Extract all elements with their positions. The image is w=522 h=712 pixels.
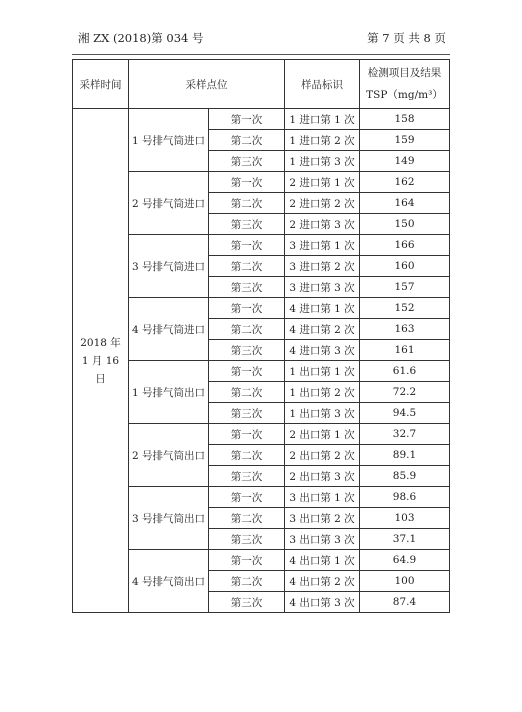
sampling-round: 第三次 [209, 214, 285, 235]
sampling-round: 第一次 [209, 361, 285, 382]
tsp-value: 150 [360, 214, 450, 235]
sampling-round: 第二次 [209, 193, 285, 214]
sampling-location: 4 号排气筒进口 [129, 298, 209, 361]
tsp-value: 157 [360, 277, 450, 298]
sample-id: 4 出口第 3 次 [285, 592, 360, 613]
table-header-row [73, 60, 450, 109]
sample-id: 2 出口第 1 次 [285, 424, 360, 445]
sampling-location: 3 号排气筒进口 [129, 235, 209, 298]
sample-id: 4 进口第 1 次 [285, 298, 360, 319]
sampling-round: 第三次 [209, 151, 285, 172]
tsp-value: 159 [360, 130, 450, 151]
tsp-value: 94.5 [360, 403, 450, 424]
table-row [73, 487, 450, 508]
report-number: 湘 ZX (2018)第 034 号 [78, 31, 204, 45]
table-row [73, 550, 450, 571]
sampling-round: 第二次 [209, 571, 285, 592]
tsp-value: 149 [360, 151, 450, 172]
sampling-round: 第三次 [209, 592, 285, 613]
sample-id: 4 进口第 2 次 [285, 319, 360, 340]
tsp-value: 100 [360, 571, 450, 592]
sampling-round: 第三次 [209, 529, 285, 550]
sampling-round: 第一次 [209, 550, 285, 571]
tsp-value: 163 [360, 319, 450, 340]
tsp-value: 103 [360, 508, 450, 529]
header-sample-id: 样品标识 [285, 60, 360, 109]
sampling-round: 第三次 [209, 277, 285, 298]
sample-id: 1 进口第 2 次 [285, 130, 360, 151]
header-result [360, 60, 450, 109]
tsp-value: 162 [360, 172, 450, 193]
sampling-round: 第一次 [209, 109, 285, 130]
sample-id: 4 进口第 3 次 [285, 340, 360, 361]
table-row [73, 424, 450, 445]
sampling-round: 第一次 [209, 487, 285, 508]
tsp-value: 160 [360, 256, 450, 277]
sample-id: 2 出口第 2 次 [285, 445, 360, 466]
sample-id: 3 出口第 3 次 [285, 529, 360, 550]
table-row [73, 361, 450, 382]
table-row [73, 235, 450, 256]
tsp-value: 152 [360, 298, 450, 319]
sampling-round: 第三次 [209, 403, 285, 424]
sampling-round: 第三次 [209, 340, 285, 361]
sampling-round: 第一次 [209, 298, 285, 319]
sampling-round: 第一次 [209, 424, 285, 445]
sample-id: 4 出口第 2 次 [285, 571, 360, 592]
sample-id: 3 进口第 3 次 [285, 277, 360, 298]
sampling-round: 第二次 [209, 130, 285, 151]
sample-id: 2 进口第 1 次 [285, 172, 360, 193]
tsp-value: 61.6 [360, 361, 450, 382]
tsp-value: 158 [360, 109, 450, 130]
tsp-value: 164 [360, 193, 450, 214]
sample-id: 2 出口第 3 次 [285, 466, 360, 487]
sampling-round: 第二次 [209, 319, 285, 340]
sampling-round: 第二次 [209, 508, 285, 529]
sample-id: 1 进口第 1 次 [285, 109, 360, 130]
header-sampling-time: 采样时间 [73, 60, 129, 109]
tsp-value: 89.1 [360, 445, 450, 466]
sampling-round: 第一次 [209, 235, 285, 256]
header-result-unit: TSP（mg/m³） [366, 89, 443, 101]
sample-id: 2 进口第 3 次 [285, 214, 360, 235]
tsp-value: 98.6 [360, 487, 450, 508]
tsp-value: 37.1 [360, 529, 450, 550]
sample-id: 3 进口第 1 次 [285, 235, 360, 256]
sample-id: 3 进口第 2 次 [285, 256, 360, 277]
sampling-location: 2 号排气筒进口 [129, 172, 209, 235]
sample-id: 1 出口第 3 次 [285, 403, 360, 424]
sample-id: 4 出口第 1 次 [285, 550, 360, 571]
tsp-results-table [72, 59, 450, 613]
sample-id: 3 出口第 2 次 [285, 508, 360, 529]
sample-id: 1 进口第 3 次 [285, 151, 360, 172]
sampling-round: 第二次 [209, 445, 285, 466]
sampling-round: 第三次 [209, 466, 285, 487]
tsp-value: 72.2 [360, 382, 450, 403]
sampling-location: 3 号排气筒出口 [129, 487, 209, 550]
sample-id: 3 出口第 1 次 [285, 487, 360, 508]
sampling-location: 4 号排气筒出口 [129, 550, 209, 613]
sampling-location: 1 号排气筒进口 [129, 109, 209, 172]
sample-id: 2 进口第 2 次 [285, 193, 360, 214]
header-result-title: 检测项目及结果 [367, 67, 442, 79]
header-sampling-point: 采样点位 [129, 60, 285, 109]
sample-id: 1 出口第 1 次 [285, 361, 360, 382]
sampling-location: 1 号排气筒出口 [129, 361, 209, 424]
page-number: 第 7 页 共 8 页 [367, 31, 446, 45]
header-rule [72, 54, 450, 55]
table-row [73, 109, 450, 130]
tsp-value: 64.9 [360, 550, 450, 571]
table-row [73, 172, 450, 193]
tsp-value: 85.9 [360, 466, 450, 487]
sampling-date: 2018 年 1 月 16 日 [73, 109, 129, 613]
sampling-round: 第一次 [209, 172, 285, 193]
tsp-value: 87.4 [360, 592, 450, 613]
sampling-round: 第二次 [209, 382, 285, 403]
tsp-value: 161 [360, 340, 450, 361]
table-row [73, 298, 450, 319]
sampling-round: 第二次 [209, 256, 285, 277]
tsp-value: 32.7 [360, 424, 450, 445]
sample-id: 1 出口第 2 次 [285, 382, 360, 403]
sampling-location: 2 号排气筒出口 [129, 424, 209, 487]
tsp-value: 166 [360, 235, 450, 256]
